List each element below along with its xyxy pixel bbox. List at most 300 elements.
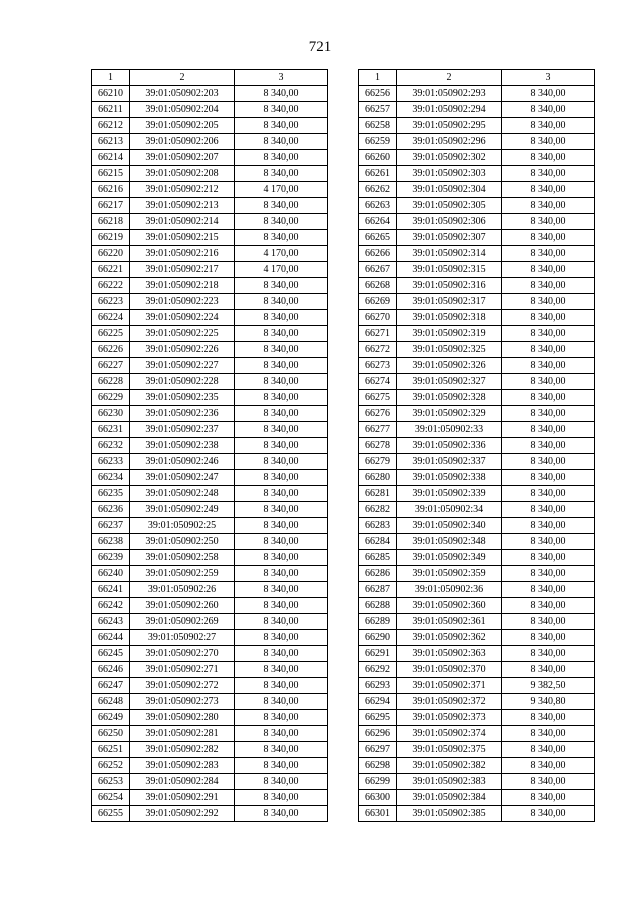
amount-cell: 8 340,00 [235,566,328,582]
row-number-cell: 66230 [92,406,130,422]
cadastral-number-cell: 39:01:050902:237 [130,422,235,438]
cadastral-number-cell: 39:01:050902:293 [397,86,502,102]
table-row [359,422,595,438]
cadastral-number-cell: 39:01:050902:208 [130,166,235,182]
amount-cell: 8 340,00 [502,662,595,678]
cadastral-number-cell: 39:01:050902:223 [130,294,235,310]
cadastral-number-cell: 39:01:050902:339 [397,486,502,502]
table-row [359,646,595,662]
row-number-cell: 66286 [359,566,397,582]
cadastral-number-cell: 39:01:050902:33 [397,422,502,438]
table-row [92,262,328,278]
amount-cell: 8 340,00 [235,374,328,390]
amount-cell: 8 340,00 [235,326,328,342]
amount-cell: 8 340,00 [235,214,328,230]
table-row [359,710,595,726]
row-number-cell: 66278 [359,438,397,454]
table-row [359,150,595,166]
amount-cell: 8 340,00 [235,646,328,662]
cadastral-number-cell: 39:01:050902:375 [397,742,502,758]
row-number-cell: 66288 [359,598,397,614]
amount-cell: 8 340,00 [502,278,595,294]
cadastral-number-cell: 39:01:050902:302 [397,150,502,166]
amount-cell: 8 340,00 [502,742,595,758]
cadastral-number-cell: 39:01:050902:269 [130,614,235,630]
cadastral-number-cell: 39:01:050902:215 [130,230,235,246]
row-number-cell: 66211 [92,102,130,118]
amount-cell: 8 340,00 [502,518,595,534]
amount-cell: 8 340,00 [235,454,328,470]
cadastral-number-cell: 39:01:050902:283 [130,758,235,774]
amount-cell: 9 382,50 [502,678,595,694]
cadastral-number-cell: 39:01:050902:270 [130,646,235,662]
amount-cell: 8 340,00 [502,342,595,358]
amount-cell: 8 340,00 [235,422,328,438]
row-number-cell: 66222 [92,278,130,294]
amount-cell: 8 340,00 [502,422,595,438]
cadastral-number-cell: 39:01:050902:295 [397,118,502,134]
table-row [359,406,595,422]
row-number-cell: 66254 [92,790,130,806]
amount-cell: 8 340,00 [502,454,595,470]
table-row [359,214,595,230]
cadastral-number-cell: 39:01:050902:271 [130,662,235,678]
table-row [359,694,595,710]
row-number-cell: 66210 [92,86,130,102]
row-number-cell: 66291 [359,646,397,662]
amount-cell: 8 340,00 [235,230,328,246]
row-number-cell: 66274 [359,374,397,390]
table-row [92,694,328,710]
table-row [92,390,328,406]
amount-cell: 4 170,00 [235,182,328,198]
amount-cell: 8 340,00 [502,582,595,598]
cadastral-number-cell: 39:01:050902:34 [397,502,502,518]
amount-cell: 8 340,00 [502,150,595,166]
row-number-cell: 66238 [92,534,130,550]
table-row [92,774,328,790]
cadastral-number-cell: 39:01:050902:205 [130,118,235,134]
cadastral-number-cell: 39:01:050902:207 [130,150,235,166]
row-number-cell: 66246 [92,662,130,678]
row-number-cell: 66235 [92,486,130,502]
amount-cell: 8 340,00 [235,534,328,550]
row-number-cell: 66282 [359,502,397,518]
row-number-cell: 66241 [92,582,130,598]
table-row [92,214,328,230]
cadastral-number-cell: 39:01:050902:281 [130,726,235,742]
cadastral-number-cell: 39:01:050902:338 [397,470,502,486]
amount-cell: 8 340,00 [502,118,595,134]
amount-cell: 8 340,00 [502,566,595,582]
cadastral-number-cell: 39:01:050902:360 [397,598,502,614]
row-number-cell: 66279 [359,454,397,470]
row-number-cell: 66276 [359,406,397,422]
table-row [92,742,328,758]
table-row [359,262,595,278]
row-number-cell: 66252 [92,758,130,774]
cadastral-number-cell: 39:01:050902:291 [130,790,235,806]
row-number-cell: 66266 [359,246,397,262]
cadastral-number-cell: 39:01:050902:359 [397,566,502,582]
table-row [92,118,328,134]
row-number-cell: 66226 [92,342,130,358]
table-row [92,326,328,342]
cadastral-number-cell: 39:01:050902:249 [130,502,235,518]
table-row [359,326,595,342]
registry-table-right [358,69,595,822]
amount-cell: 8 340,00 [502,86,595,102]
cadastral-number-cell: 39:01:050902:217 [130,262,235,278]
cadastral-number-cell: 39:01:050902:214 [130,214,235,230]
row-number-cell: 66236 [92,502,130,518]
row-number-cell: 66232 [92,438,130,454]
table-row [92,166,328,182]
cadastral-number-cell: 39:01:050902:36 [397,582,502,598]
cadastral-number-cell: 39:01:050902:203 [130,86,235,102]
row-number-cell: 66272 [359,342,397,358]
table-row [92,438,328,454]
cadastral-number-cell: 39:01:050902:318 [397,310,502,326]
column-header-1: 1 [92,70,130,86]
cadastral-number-cell: 39:01:050902:306 [397,214,502,230]
row-number-cell: 66287 [359,582,397,598]
amount-cell: 4 170,00 [235,262,328,278]
table-row [92,646,328,662]
amount-cell: 9 340,80 [502,694,595,710]
table-row [92,102,328,118]
row-number-cell: 66229 [92,390,130,406]
cadastral-number-cell: 39:01:050902:326 [397,358,502,374]
table-row [92,406,328,422]
cadastral-number-cell: 39:01:050902:317 [397,294,502,310]
cadastral-number-cell: 39:01:050902:304 [397,182,502,198]
header-row [92,70,328,86]
table-row [359,758,595,774]
amount-cell: 8 340,00 [502,102,595,118]
table-row [359,630,595,646]
amount-cell: 8 340,00 [235,678,328,694]
table-row [359,550,595,566]
amount-cell: 8 340,00 [502,502,595,518]
amount-cell: 8 340,00 [235,710,328,726]
table-row [92,470,328,486]
cadastral-number-cell: 39:01:050902:327 [397,374,502,390]
cadastral-number-cell: 39:01:050902:374 [397,726,502,742]
cadastral-number-cell: 39:01:050902:206 [130,134,235,150]
column-header-3: 3 [502,70,595,86]
cadastral-number-cell: 39:01:050902:384 [397,790,502,806]
table-row [92,790,328,806]
cadastral-number-cell: 39:01:050902:284 [130,774,235,790]
row-number-cell: 66228 [92,374,130,390]
table-row [92,662,328,678]
row-number-cell: 66213 [92,134,130,150]
amount-cell: 8 340,00 [235,102,328,118]
cadastral-number-cell: 39:01:050902:319 [397,326,502,342]
table-row [359,518,595,534]
table-row [92,150,328,166]
cadastral-number-cell: 39:01:050902:212 [130,182,235,198]
table-row [359,726,595,742]
row-number-cell: 66225 [92,326,130,342]
cadastral-number-cell: 39:01:050902:272 [130,678,235,694]
cadastral-number-cell: 39:01:050902:385 [397,806,502,822]
amount-cell: 8 340,00 [235,694,328,710]
row-number-cell: 66263 [359,198,397,214]
table-row [92,182,328,198]
amount-cell: 8 340,00 [235,774,328,790]
row-number-cell: 66294 [359,694,397,710]
table-row [359,566,595,582]
table-row [359,230,595,246]
cadastral-number-cell: 39:01:050902:329 [397,406,502,422]
table-row [359,678,595,694]
row-number-cell: 66218 [92,214,130,230]
amount-cell: 8 340,00 [235,438,328,454]
row-number-cell: 66289 [359,614,397,630]
table-row [359,438,595,454]
table-row [359,166,595,182]
row-number-cell: 66251 [92,742,130,758]
row-number-cell: 66221 [92,262,130,278]
row-number-cell: 66269 [359,294,397,310]
cadastral-number-cell: 39:01:050902:307 [397,230,502,246]
table-row [359,742,595,758]
table-row [92,198,328,214]
table-row [359,294,595,310]
cadastral-number-cell: 39:01:050902:315 [397,262,502,278]
row-number-cell: 66224 [92,310,130,326]
amount-cell: 8 340,00 [235,166,328,182]
row-number-cell: 66245 [92,646,130,662]
table-row [92,614,328,630]
table-row [92,534,328,550]
cadastral-number-cell: 39:01:050902:382 [397,758,502,774]
cadastral-number-cell: 39:01:050902:273 [130,694,235,710]
cadastral-number-cell: 39:01:050902:316 [397,278,502,294]
row-number-cell: 66250 [92,726,130,742]
table-row [92,278,328,294]
table-row [92,422,328,438]
cadastral-number-cell: 39:01:050902:213 [130,198,235,214]
amount-cell: 8 340,00 [502,614,595,630]
cadastral-number-cell: 39:01:050902:227 [130,358,235,374]
amount-cell: 8 340,00 [502,390,595,406]
amount-cell: 8 340,00 [235,342,328,358]
row-number-cell: 66219 [92,230,130,246]
row-number-cell: 66223 [92,294,130,310]
amount-cell: 8 340,00 [502,790,595,806]
table-row [359,198,595,214]
row-number-cell: 66227 [92,358,130,374]
table-row [92,678,328,694]
cadastral-number-cell: 39:01:050902:259 [130,566,235,582]
cadastral-number-cell: 39:01:050902:328 [397,390,502,406]
table-row [359,502,595,518]
row-number-cell: 66297 [359,742,397,758]
cadastral-number-cell: 39:01:050902:258 [130,550,235,566]
cadastral-number-cell: 39:01:050902:280 [130,710,235,726]
amount-cell: 8 340,00 [502,646,595,662]
table-row [92,454,328,470]
table-row [359,102,595,118]
cadastral-number-cell: 39:01:050902:370 [397,662,502,678]
table-row [359,614,595,630]
row-number-cell: 66283 [359,518,397,534]
cadastral-number-cell: 39:01:050902:361 [397,614,502,630]
table-row [359,182,595,198]
row-number-cell: 66220 [92,246,130,262]
table-row [92,566,328,582]
amount-cell: 8 340,00 [502,726,595,742]
row-number-cell: 66215 [92,166,130,182]
amount-cell: 8 340,00 [235,486,328,502]
table-row [359,310,595,326]
amount-cell: 8 340,00 [235,726,328,742]
cadastral-number-cell: 39:01:050902:348 [397,534,502,550]
row-number-cell: 66256 [359,86,397,102]
table-row [92,630,328,646]
cadastral-number-cell: 39:01:050902:235 [130,390,235,406]
row-number-cell: 66261 [359,166,397,182]
row-number-cell: 66260 [359,150,397,166]
amount-cell: 8 340,00 [502,262,595,278]
table-row [359,774,595,790]
row-number-cell: 66212 [92,118,130,134]
cadastral-number-cell: 39:01:050902:305 [397,198,502,214]
row-number-cell: 66247 [92,678,130,694]
row-number-cell: 66290 [359,630,397,646]
amount-cell: 8 340,00 [235,742,328,758]
row-number-cell: 66293 [359,678,397,694]
table-row [92,806,328,822]
amount-cell: 8 340,00 [235,294,328,310]
row-number-cell: 66296 [359,726,397,742]
row-number-cell: 66248 [92,694,130,710]
table-row [359,342,595,358]
cadastral-number-cell: 39:01:050902:228 [130,374,235,390]
table-row [92,342,328,358]
amount-cell: 8 340,00 [235,390,328,406]
amount-cell: 8 340,00 [502,310,595,326]
table-row [92,374,328,390]
amount-cell: 8 340,00 [235,614,328,630]
row-number-cell: 66216 [92,182,130,198]
row-number-cell: 66233 [92,454,130,470]
row-number-cell: 66240 [92,566,130,582]
registry-table-left [91,69,328,822]
row-number-cell: 66285 [359,550,397,566]
cadastral-number-cell: 39:01:050902:325 [397,342,502,358]
column-header-1: 1 [359,70,397,86]
cadastral-number-cell: 39:01:050902:27 [130,630,235,646]
row-number-cell: 66231 [92,422,130,438]
cadastral-number-cell: 39:01:050902:224 [130,310,235,326]
amount-cell: 8 340,00 [502,214,595,230]
amount-cell: 8 340,00 [235,358,328,374]
cadastral-number-cell: 39:01:050902:236 [130,406,235,422]
row-number-cell: 66239 [92,550,130,566]
cadastral-number-cell: 39:01:050902:216 [130,246,235,262]
cadastral-number-cell: 39:01:050902:314 [397,246,502,262]
cadastral-number-cell: 39:01:050902:247 [130,470,235,486]
table-row [92,230,328,246]
table-row [92,86,328,102]
table-row [92,710,328,726]
amount-cell: 8 340,00 [502,406,595,422]
column-header-2: 2 [130,70,235,86]
table-row [92,134,328,150]
cadastral-number-cell: 39:01:050902:26 [130,582,235,598]
column-header-3: 3 [235,70,328,86]
row-number-cell: 66217 [92,198,130,214]
row-number-cell: 66281 [359,486,397,502]
cadastral-number-cell: 39:01:050902:248 [130,486,235,502]
row-number-cell: 66265 [359,230,397,246]
row-number-cell: 66255 [92,806,130,822]
amount-cell: 8 340,00 [502,630,595,646]
row-number-cell: 66268 [359,278,397,294]
amount-cell: 8 340,00 [502,230,595,246]
table-row [92,310,328,326]
amount-cell: 8 340,00 [502,486,595,502]
amount-cell: 8 340,00 [235,598,328,614]
table-row [92,246,328,262]
cadastral-number-cell: 39:01:050902:226 [130,342,235,358]
amount-cell: 4 170,00 [235,246,328,262]
amount-cell: 8 340,00 [235,134,328,150]
table-row [92,502,328,518]
row-number-cell: 66275 [359,390,397,406]
cadastral-number-cell: 39:01:050902:260 [130,598,235,614]
cadastral-number-cell: 39:01:050902:292 [130,806,235,822]
table-row [359,374,595,390]
row-number-cell: 66271 [359,326,397,342]
row-number-cell: 66292 [359,662,397,678]
table-row [92,550,328,566]
amount-cell: 8 340,00 [502,806,595,822]
table-row [359,486,595,502]
amount-cell: 8 340,00 [502,198,595,214]
table-row [359,86,595,102]
cadastral-number-cell: 39:01:050902:336 [397,438,502,454]
table-row [92,598,328,614]
cadastral-number-cell: 39:01:050902:296 [397,134,502,150]
amount-cell: 8 340,00 [502,470,595,486]
cadastral-number-cell: 39:01:050902:246 [130,454,235,470]
amount-cell: 8 340,00 [502,134,595,150]
cadastral-number-cell: 39:01:050902:383 [397,774,502,790]
amount-cell: 8 340,00 [502,294,595,310]
row-number-cell: 66244 [92,630,130,646]
row-number-cell: 66249 [92,710,130,726]
row-number-cell: 66270 [359,310,397,326]
amount-cell: 8 340,00 [502,598,595,614]
row-number-cell: 66259 [359,134,397,150]
table-row [359,534,595,550]
amount-cell: 8 340,00 [502,710,595,726]
cadastral-number-cell: 39:01:050902:372 [397,694,502,710]
row-number-cell: 66300 [359,790,397,806]
amount-cell: 8 340,00 [235,470,328,486]
cadastral-number-cell: 39:01:050902:204 [130,102,235,118]
row-number-cell: 66237 [92,518,130,534]
row-number-cell: 66264 [359,214,397,230]
table-row [359,806,595,822]
amount-cell: 8 340,00 [235,790,328,806]
row-number-cell: 66299 [359,774,397,790]
